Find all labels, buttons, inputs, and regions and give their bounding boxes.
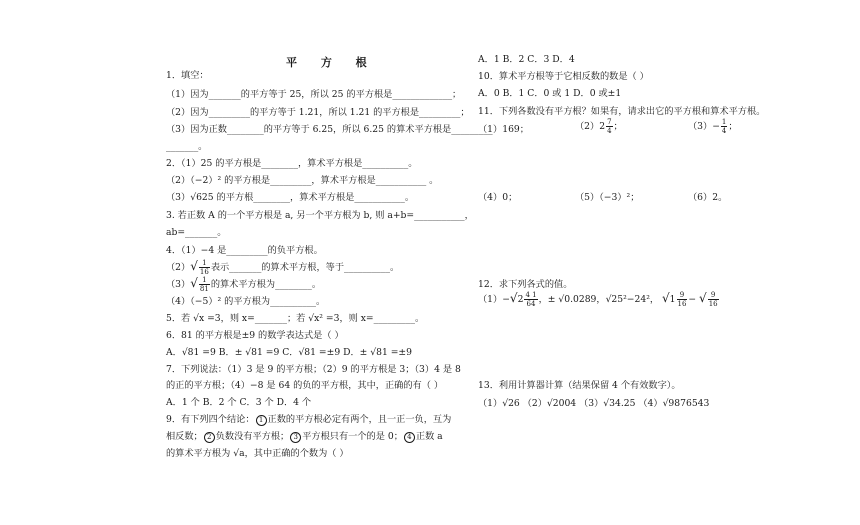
options-top: A．1 B．2 C．3 D．4 [478,54,575,65]
q4-3-suffix: 的算术平方根为________。 [210,279,322,290]
question-11-1: （1）169； [478,124,529,135]
fraction-9-16 [677,291,688,308]
radical-icon: √ [661,291,670,305]
question-7-options: A．1 个 B．2 个 C．3 个 D．4 个 [166,397,312,408]
fraction-1-81 [199,276,210,293]
q9-prefix: 9．有下列四个结论： [166,414,255,425]
question-3-cont: ab=_______。 [166,227,227,238]
q9-statement-1: 正数的平方根必定有两个，且一正一负，互为 [267,414,452,425]
question-11-4: （4）0； [478,192,518,203]
q11-3-suffix: ； [728,121,738,132]
q12-prefix: （1）− [478,294,510,305]
question-11-3 [688,118,738,135]
q9-statement-4: 正数 a [415,431,443,442]
question-5: 5．若 √x =3，则 x=_______；若 √x² =3，则 x=_________。 [166,313,425,324]
fraction-7-4 [606,118,612,135]
question-2-3: （3）√625 的平方根________，算术平方根是___________。 [166,192,415,203]
radical-icon: √ [699,291,707,305]
radical-icon: √ [509,291,518,305]
circled-number-4: 4 [404,432,415,443]
question-13-items: （1）√26 （2）√2004 （3）√34.25 （4）√9876543 [478,398,710,409]
question-1-3: （3）因为正数________的平方等于 6.25，所以 6.25 的算术平方根是_________ [166,124,493,135]
fraction-numerator: 1 [199,259,210,268]
q9-statement-3: 平方根只有一个的是 0； [302,431,403,442]
question-11-2 [575,118,623,135]
fraction-numerator: 7 [607,118,612,126]
fraction-denominator: 81 [199,285,209,293]
question-6: 6．81 的平方根是±9 的数学表达式是（ ） [166,330,344,341]
fraction-numerator: 4 1 [525,291,537,299]
fraction-numerator: 9 [677,291,688,300]
question-11-6: （6）2。 [688,192,728,203]
fraction-denominator: 64 [526,300,536,308]
q11-2-suffix: ； [613,121,623,132]
q4-2-suffix: 表示_______的算术平方根，等于__________。 [210,262,400,273]
question-9 [166,414,451,426]
fraction-numerator: 1 [199,276,210,285]
question-1-heading: 1．填空： [166,70,209,81]
fraction-41-64 [524,291,537,308]
q12-middle: ，± √0.0289，√25²−24²， [538,294,660,305]
question-4-1: 4．（1）−4 是_________的负平方根。 [166,245,323,256]
page-title: 平 方 根 [286,56,377,69]
fraction-1-4 [721,118,727,135]
radical-icon: √ [190,276,198,290]
question-12: 12．求下列各式的值。 [478,279,573,290]
q4-3-prefix: （3） [166,279,191,290]
fraction-denominator: 4 [721,127,727,135]
fraction-denominator: 16 [677,300,687,308]
question-1-2: （2）因为_________的平方等于 1.21，所以 1.21 的平方根是_________； [166,107,470,118]
q12-whole: 2 [517,294,524,305]
q9-statement-2: 负数没有平方根； [215,431,290,442]
fraction-9-16-b [708,291,719,308]
circled-number-1: 1 [256,415,267,426]
q11-2-prefix: （2）2 [575,121,606,132]
q11-3-prefix: （3）− [688,121,720,132]
q9-cont-prefix: 相反数； [166,431,203,442]
question-4-4: （4）（−5）² 的平方根为__________。 [166,296,326,307]
question-4-2 [166,259,399,276]
fraction-denominator: 4 [607,127,612,135]
question-12-expressions [478,291,720,308]
question-11-5: （5）（−3）²； [575,192,640,203]
fraction-numerator: 9 [708,291,719,300]
question-1-1: （1）因为_______的平方等于 25，所以 25 的平方根是_____________； [166,89,462,100]
question-2-2: （2）（−2）² 的平方根是_________，算术平方根是___________ 。 [166,175,439,186]
fraction-numerator: 1 [721,118,727,126]
question-4-3 [166,276,321,293]
question-2-1: 2．（1）25 的平方根是________，算术平方根是__________。 [166,158,418,169]
fraction-denominator: 16 [199,268,209,276]
question-9-end: 的算术平方根为 √a，其中正确的个数为（ ） [166,448,349,459]
question-13: 13．利用计算器计算（结果保留 4 个有效数字）。 [478,380,681,391]
question-10-options: A．0 B．1 C．0 或 1 D．0 或±1 [478,88,622,99]
q4-2-prefix: （2） [166,262,191,273]
question-1-3-cont: _______。 [166,141,208,152]
question-10: 10．算术平方根等于它相反数的数是（ ） [478,71,649,82]
circled-number-2: 2 [204,432,215,443]
radical-icon: √ [190,259,198,273]
question-9-cont [166,431,443,443]
question-11: 11．下列各数没有平方根？如果有，请求出它的平方根和算术平方根。 [478,106,766,117]
q12-minus: − [688,294,697,305]
question-3: 3. 若正数 A 的一个平方根是 a, 另一个平方根为 b, 则 a+b=___________， [166,210,474,221]
question-7: 7．下列说法：（1）3 是 9 的平方根；（2）9 的平方根是 3；（3）4 是 8 [166,364,461,375]
fraction-denominator: 16 [708,300,718,308]
question-7-cont: 的正的平方根；（4）−8 是 64 的负的平方根，其中，正确的有（ ） [166,380,444,391]
circled-number-3: 3 [290,432,301,443]
q12-whole-2: 1 [669,294,676,305]
fraction-1-16 [199,259,210,276]
question-6-options: A．√81 =9 B．± √81 =9 C．√81 =±9 D．± √81 =±9 [166,347,412,358]
